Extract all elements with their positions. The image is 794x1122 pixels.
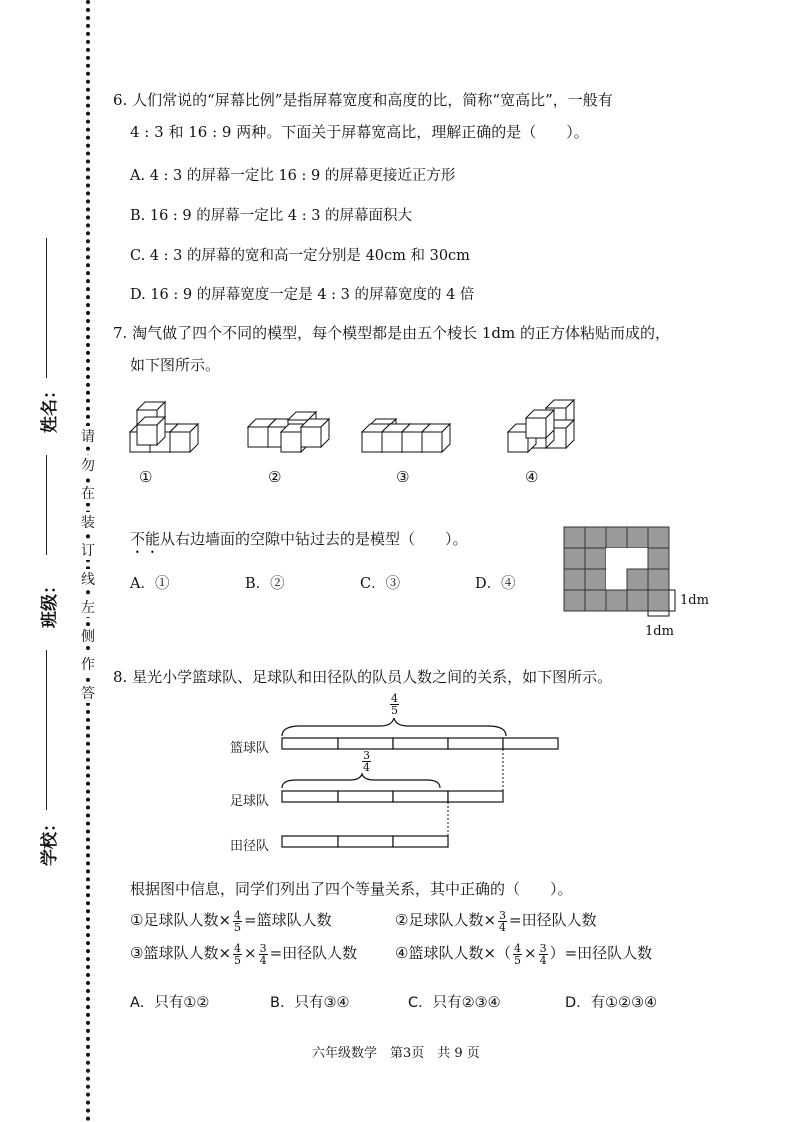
relation-text: ）=田径队人数 xyxy=(549,944,653,962)
relation-text: × xyxy=(524,944,537,962)
q7-question-rest: 从右边墙面的空隙中钻过去的是模型（ ）。 xyxy=(160,530,468,548)
q7-option-c: C．③ xyxy=(360,576,401,592)
q8-option-a: A．只有①② xyxy=(130,995,210,1011)
cube-model-4 xyxy=(508,400,574,452)
track-bar xyxy=(282,836,448,847)
team-label-football: 足球队 xyxy=(230,794,270,809)
model-label-1: ① xyxy=(139,468,153,486)
q7-stem-line1: 7. 淘气做了四个不同的模型，每个模型都是由五个棱长 1dm 的正方体粘贴而成的， xyxy=(113,324,670,342)
q8-relation-2 xyxy=(395,909,597,933)
q6-option-c: C. 4 : 3 的屏幕的宽和高一定分别是 40cm 和 30cm xyxy=(130,248,470,264)
fraction-numerator: 3 xyxy=(363,749,370,762)
notice-char: 装 xyxy=(80,512,96,532)
cube-model-1 xyxy=(130,402,198,452)
class-label: 班级： xyxy=(40,577,60,628)
q7-stem-line2: 如下图所示。 xyxy=(130,356,221,374)
notice-char: 在 xyxy=(80,483,96,503)
wall-bottom-label: 1dm xyxy=(645,624,674,639)
q8-relation-3 xyxy=(130,942,357,966)
fraction-denominator: 4 xyxy=(363,761,370,774)
model-label-3: ③ xyxy=(396,468,410,486)
relation-text: =篮球队人数 xyxy=(244,911,332,929)
q7-option-a: A．① xyxy=(130,576,170,592)
name-blank-line xyxy=(46,238,47,378)
q6-option-a: A. 4 : 3 的屏幕一定比 16 : 9 的屏幕更接近正方形 xyxy=(130,168,456,184)
model-label-4: ④ xyxy=(525,468,539,486)
q7-option-d: D．④ xyxy=(475,576,516,592)
brace-three-quarters xyxy=(282,774,440,788)
notice-char: 勿 xyxy=(80,455,96,475)
fraction-denominator: 4 xyxy=(499,920,507,934)
fraction-numerator: 4 xyxy=(514,941,522,955)
fraction-denominator: 5 xyxy=(391,704,398,717)
q7-question xyxy=(130,528,468,557)
notice-char: 侧 xyxy=(80,626,96,646)
q6-option-b: B. 16 : 9 的屏幕一定比 4 : 3 的屏幕面积大 xyxy=(130,208,413,224)
cube-model-3 xyxy=(362,419,450,452)
q8-option-c: C．只有②③④ xyxy=(408,995,501,1011)
fraction-numerator: 3 xyxy=(539,941,547,955)
q8-option-b: B．只有③④ xyxy=(270,995,350,1011)
wall-side-label: 1dm xyxy=(680,593,709,608)
fraction-denominator: 4 xyxy=(259,953,267,967)
fraction-four-fifths-label xyxy=(390,693,399,716)
relation-text: ②足球队人数× xyxy=(395,911,497,929)
team-label-basketball: 篮球队 xyxy=(230,741,270,756)
fraction-denominator: 5 xyxy=(234,920,242,934)
name-label: 姓名： xyxy=(40,382,60,433)
class-blank-line xyxy=(46,455,47,555)
q8-relation-4 xyxy=(395,942,652,966)
q6-stem-line2: 4 : 3 和 16 : 9 两种。下面关于屏幕宽高比，理解正确的是（ ）。 xyxy=(130,123,589,141)
school-blank-line xyxy=(46,650,47,810)
binding-dotted-line xyxy=(86,0,90,1122)
fraction-denominator: 4 xyxy=(539,953,547,967)
wall-grid-figure xyxy=(562,525,677,617)
q7-option-b: B．② xyxy=(245,576,285,592)
notice-char: 线 xyxy=(80,569,96,589)
fraction-numerator: 3 xyxy=(259,941,267,955)
football-bar xyxy=(282,791,503,802)
fraction-numerator: 3 xyxy=(499,908,507,922)
q8-stem: 8. 星光小学篮球队、足球队和田径队的队员人数之间的关系，如下图所示。 xyxy=(113,668,613,686)
cube-models-figure xyxy=(100,392,600,462)
model-label-2: ② xyxy=(268,468,282,486)
school-label: 学校： xyxy=(40,815,60,866)
relation-text: ①足球队人数× xyxy=(130,911,232,929)
q6-option-d: D. 16 : 9 的屏幕宽度一定是 4 : 3 的屏幕宽度的 4 倍 xyxy=(130,287,475,303)
fraction-numerator: 4 xyxy=(234,908,242,922)
notice-char: 左 xyxy=(80,597,96,617)
q6-stem-line1: 6. 人们常说的“屏幕比例”是指屏幕宽度和高度的比，简称“宽高比”，一般有 xyxy=(113,91,613,109)
brace-four-fifths xyxy=(282,718,506,736)
q8-relation-1 xyxy=(130,909,332,933)
page-footer: 六年级数学 第3页 共 9 页 xyxy=(312,1046,480,1061)
relation-text: ④篮球队人数×（ xyxy=(395,944,512,962)
notice-char: 作 xyxy=(80,654,96,674)
notice-char: 答 xyxy=(80,683,96,703)
fraction-numerator: 4 xyxy=(391,692,398,705)
relation-text: =田径队人数 xyxy=(509,911,597,929)
q7-emphasis-word: 不能 xyxy=(130,530,161,548)
basketball-bar xyxy=(282,738,558,749)
q8-option-d: D．有①②③④ xyxy=(565,995,658,1011)
notice-char: 订 xyxy=(80,540,96,560)
relation-text: × xyxy=(244,944,257,962)
notice-char: 请 xyxy=(80,426,96,446)
cube-model-2 xyxy=(248,412,329,452)
relation-text: =田径队人数 xyxy=(269,944,358,962)
team-label-track: 田径队 xyxy=(230,839,270,854)
q8-prompt: 根据图中信息，同学们列出了四个等量关系，其中正确的（ ）。 xyxy=(130,880,573,898)
relation-text: ③篮球队人数× xyxy=(130,944,232,962)
fraction-denominator: 5 xyxy=(514,953,522,967)
team-bar-diagram xyxy=(270,718,570,853)
fraction-numerator: 4 xyxy=(234,941,242,955)
fraction-denominator: 5 xyxy=(234,953,242,967)
